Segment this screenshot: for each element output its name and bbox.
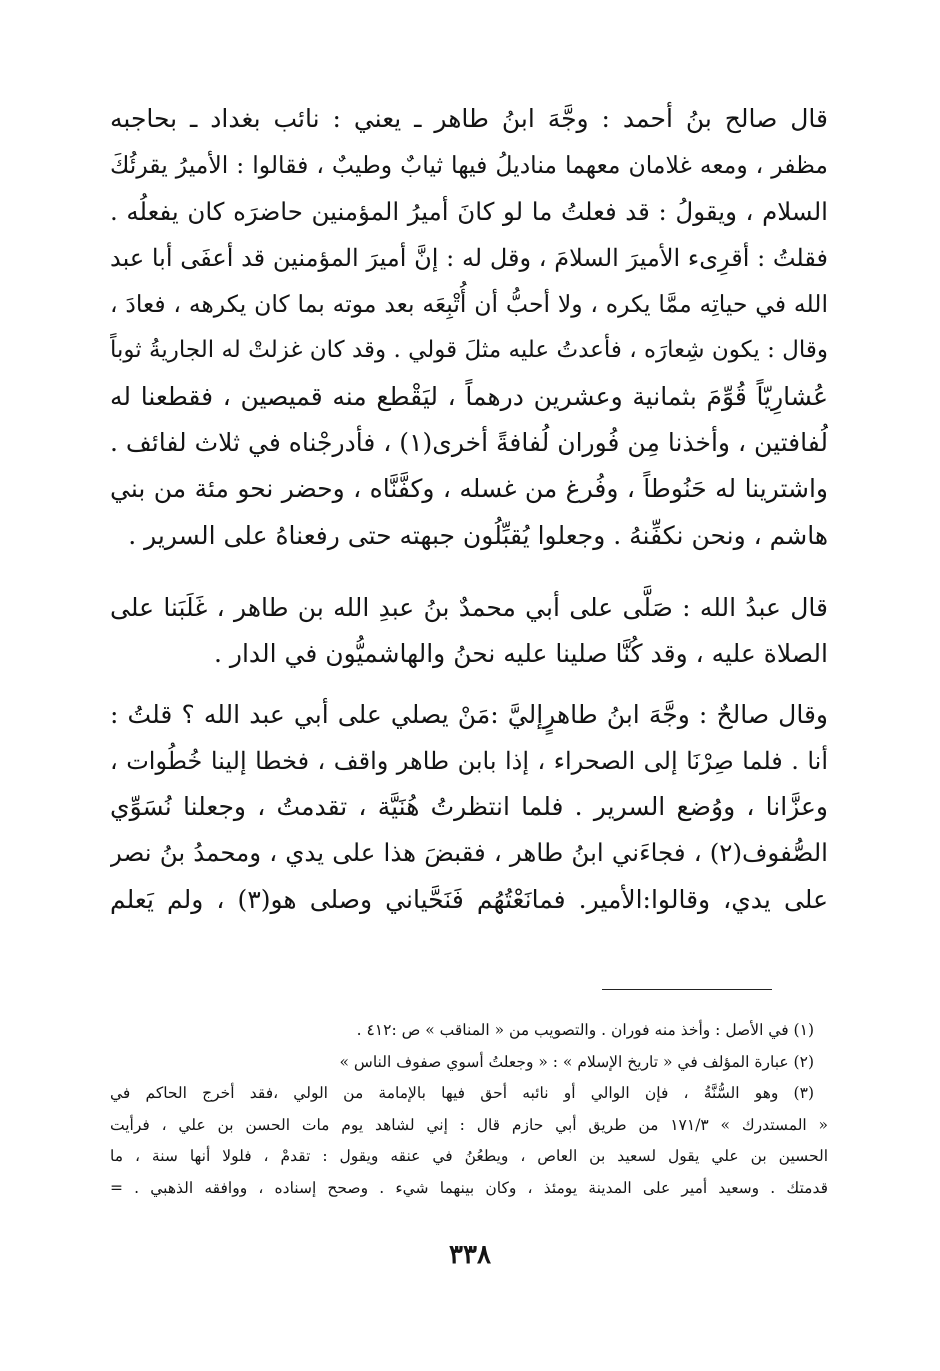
text-line: الصُّفوف(٢) ، فجاءَني ابنُ طاهر ، فقبضَ هذا على يدي ، ومحمدُ بنُ نصر [110, 838, 828, 868]
text-line: فقلتُ : أقرِىء الأميرَ السلامَ ، وقل له : إنَّ أميرَ المؤمنين قد أعفَى أبا عبد [110, 243, 828, 272]
text-line: عُشارِيّاً قُوِّمَ بثمانية وعشرين درهماً ، ليَقْطع منه قميصين ، فقطعنا له [110, 381, 828, 411]
paragraph-spacer [110, 678, 828, 692]
paragraph-spacer [110, 559, 828, 585]
footnote-1: (١) في الأصل : وأخذ منه فوران . والتصويب من « المناقب » ص :٤١٢ . [356, 1021, 814, 1039]
footnote-3-line: (٣) وهو السُّنَّةُ ، فإن الوالي أو نائبه أحق فيها بالإمامة من الولي ،فقد أخرج الحاكم في [110, 1084, 814, 1102]
paragraph-1 [110, 96, 828, 559]
text-line: واشترينا له حَنُوطاً ، وفُرغ من غسله ، وكفَّنَّاه ، وحضر نحو مئة من بني [110, 474, 828, 504]
text-line: الله في حياتِه ممَّا يكره ، ولا أحبُّ أن أُتْبِعَه بعد موته بما كان يكرهه ، فعادَ ، [110, 290, 828, 319]
footnotes [110, 1015, 828, 1204]
footnote-3-line: قدمتك . وسعيد أمير على المدينة يومئذ ، وكان بينهما شيء . وصحح إسناده ، ووافقه الذهبي . = [110, 1178, 828, 1197]
footnote-2: (٢) عبارة المؤلف في « تاريخ الإسلام » : « وجعلتُ أسوي صفوف الناس » [339, 1052, 814, 1071]
text-line: أنا . فلما صِرْنَا إلى الصحراء ، إذا بابن طاهر واقف ، فخطا إلينا خُطُوات ، [110, 746, 828, 775]
footnote-3-line: الحسين بن علي يقول لسعيد بن العاص ، ويطعُنُ في عنقه ويقول : تقدمْ ، فلولا أنها سنة ، ما [110, 1147, 828, 1165]
paragraph-2 [110, 585, 828, 678]
text-line: قال عبدُ الله : صَلَّى على أبي محمدٌ بنُ عبدِ الله بن طاهر ، غَلَبَنا على [110, 592, 828, 622]
paragraph-3 [110, 692, 828, 923]
text-line: وعزَّانا ، ووُضع السرير . فلما انتظرتُ هُنَيَّة ، تقدمتُ ، وجعلنا نُسَوِّي [110, 792, 828, 822]
footnote-separator [602, 989, 772, 990]
text-line: وقال : يكون شِعارَه ، فأعدتُ عليه مثلَ قولي . وقد كان غزلتْ له الجاريةُ ثوباً [110, 337, 828, 364]
text-line: الصلاة عليه ، وقد كُنَّا صلينا عليه نحنُ والهاشميُّون في الدار . [213, 639, 828, 669]
text-line: مظفر ، ومعه غلامان معهما مناديلُ فيها ثيابٌ وطيبٌ ، فقالوا : الأميرُ يقرئُكَ [110, 151, 828, 180]
text-line: على يدي، وقالوا:الأمير. فمانَعْتُهُم فَنَحَّياني وصلى هو(٣) ، ولم يَعلم [110, 884, 828, 914]
text-line: وقال صالحٌ : وجَّهَ ابنُ طاهرٍإليَّ :مَنْ يصلي على أبي عبد الله ؟ قلتُ : [110, 699, 828, 729]
footnote-3-line: « المستدرك » ١٧١/٣ من طريق أبي حازم قال : إني لشاهد يوم مات الحسن بن علي ، فرأيت [110, 1115, 828, 1134]
text-line: قال صالح بنُ أحمد : وجَّهَ ابنُ طاهر ـ يعني : نائب بغداد ـ بحاجبه [110, 104, 828, 133]
text-line: هاشم ، ونحن نكفِّنهُ . وجعلوا يُقبِّلُون جبهته حتى رفعناهُ على السرير . [128, 520, 828, 550]
main-text [110, 96, 828, 923]
page-number: ٣٣٨ [449, 1240, 491, 1270]
text-line: السلام ، ويقولُ : قد فعلتُ ما لو كانَ أميرُ المؤمنين حاضرَه كان يفعلُه . [110, 196, 828, 226]
text-line: لُفافتين ، وأخذنا مِن فُوران لُفافةً أخرى(١) ، فأدرجْناه في ثلاث لفائف . [110, 428, 828, 458]
